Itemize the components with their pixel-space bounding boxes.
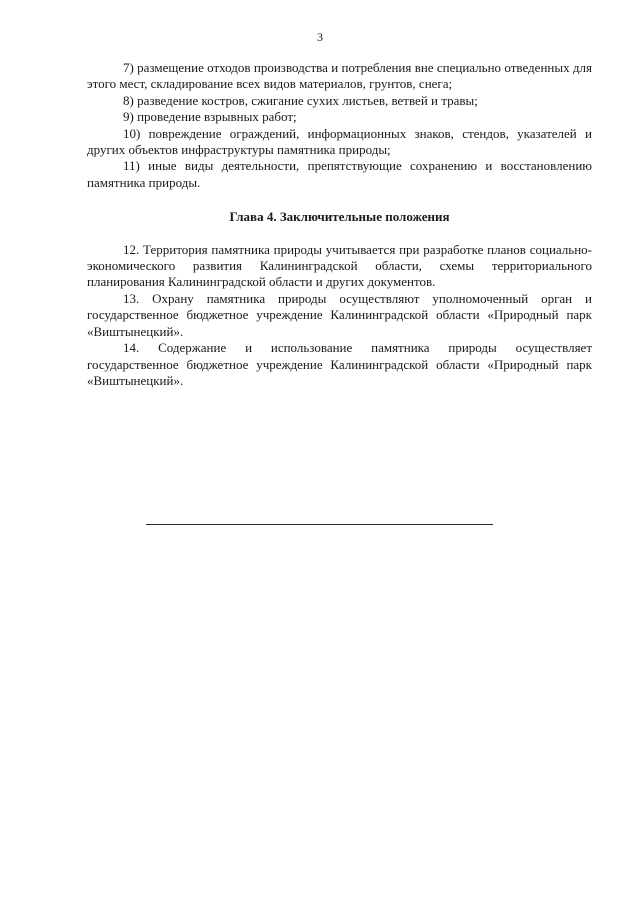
- list-item-7: 7) размещение отходов производства и потребления вне специально отведенных для этого мест, складирование всех видов материалов, грунтов, снега;: [87, 60, 592, 92]
- chapter-paragraphs: [87, 242, 592, 390]
- page-number: 3: [317, 30, 323, 44]
- list-item-11: 11) иные виды деятельности, препятствующие сохранению и восстановлению памятника природы.: [87, 158, 592, 190]
- paragraph-14: 14. Содержание и использование памятника природы осуществляет государственное бюджетное учреждение Калининградской области «Природный парк «Виштынецкий».: [87, 340, 592, 388]
- end-of-document-rule: [146, 524, 493, 525]
- chapter-heading: Глава 4. Заключительные положения: [229, 209, 450, 225]
- prohibited-activities-list: [87, 60, 592, 191]
- list-item-8: 8) разведение костров, сжигание сухих листьев, ветвей и травы;: [123, 92, 478, 108]
- list-item-9: 9) проведение взрывных работ;: [123, 109, 297, 125]
- paragraph-12: 12. Территория памятника природы учитывается при разработке планов социально-экономического развития Калининградской области, схемы территориального планирования Калининградской области и других документов.: [87, 241, 592, 290]
- document-body: [87, 60, 592, 389]
- list-item-10: 10) повреждение ограждений, информационных знаков, стендов, указателей и других объектов инфраструктуры памятника природы;: [87, 125, 592, 158]
- paragraph-13: 13. Охрану памятника природы осуществляют уполномоченный орган и государственное бюджетное учреждение Калининградской области «Природный парк «Виштынецкий».: [87, 290, 592, 339]
